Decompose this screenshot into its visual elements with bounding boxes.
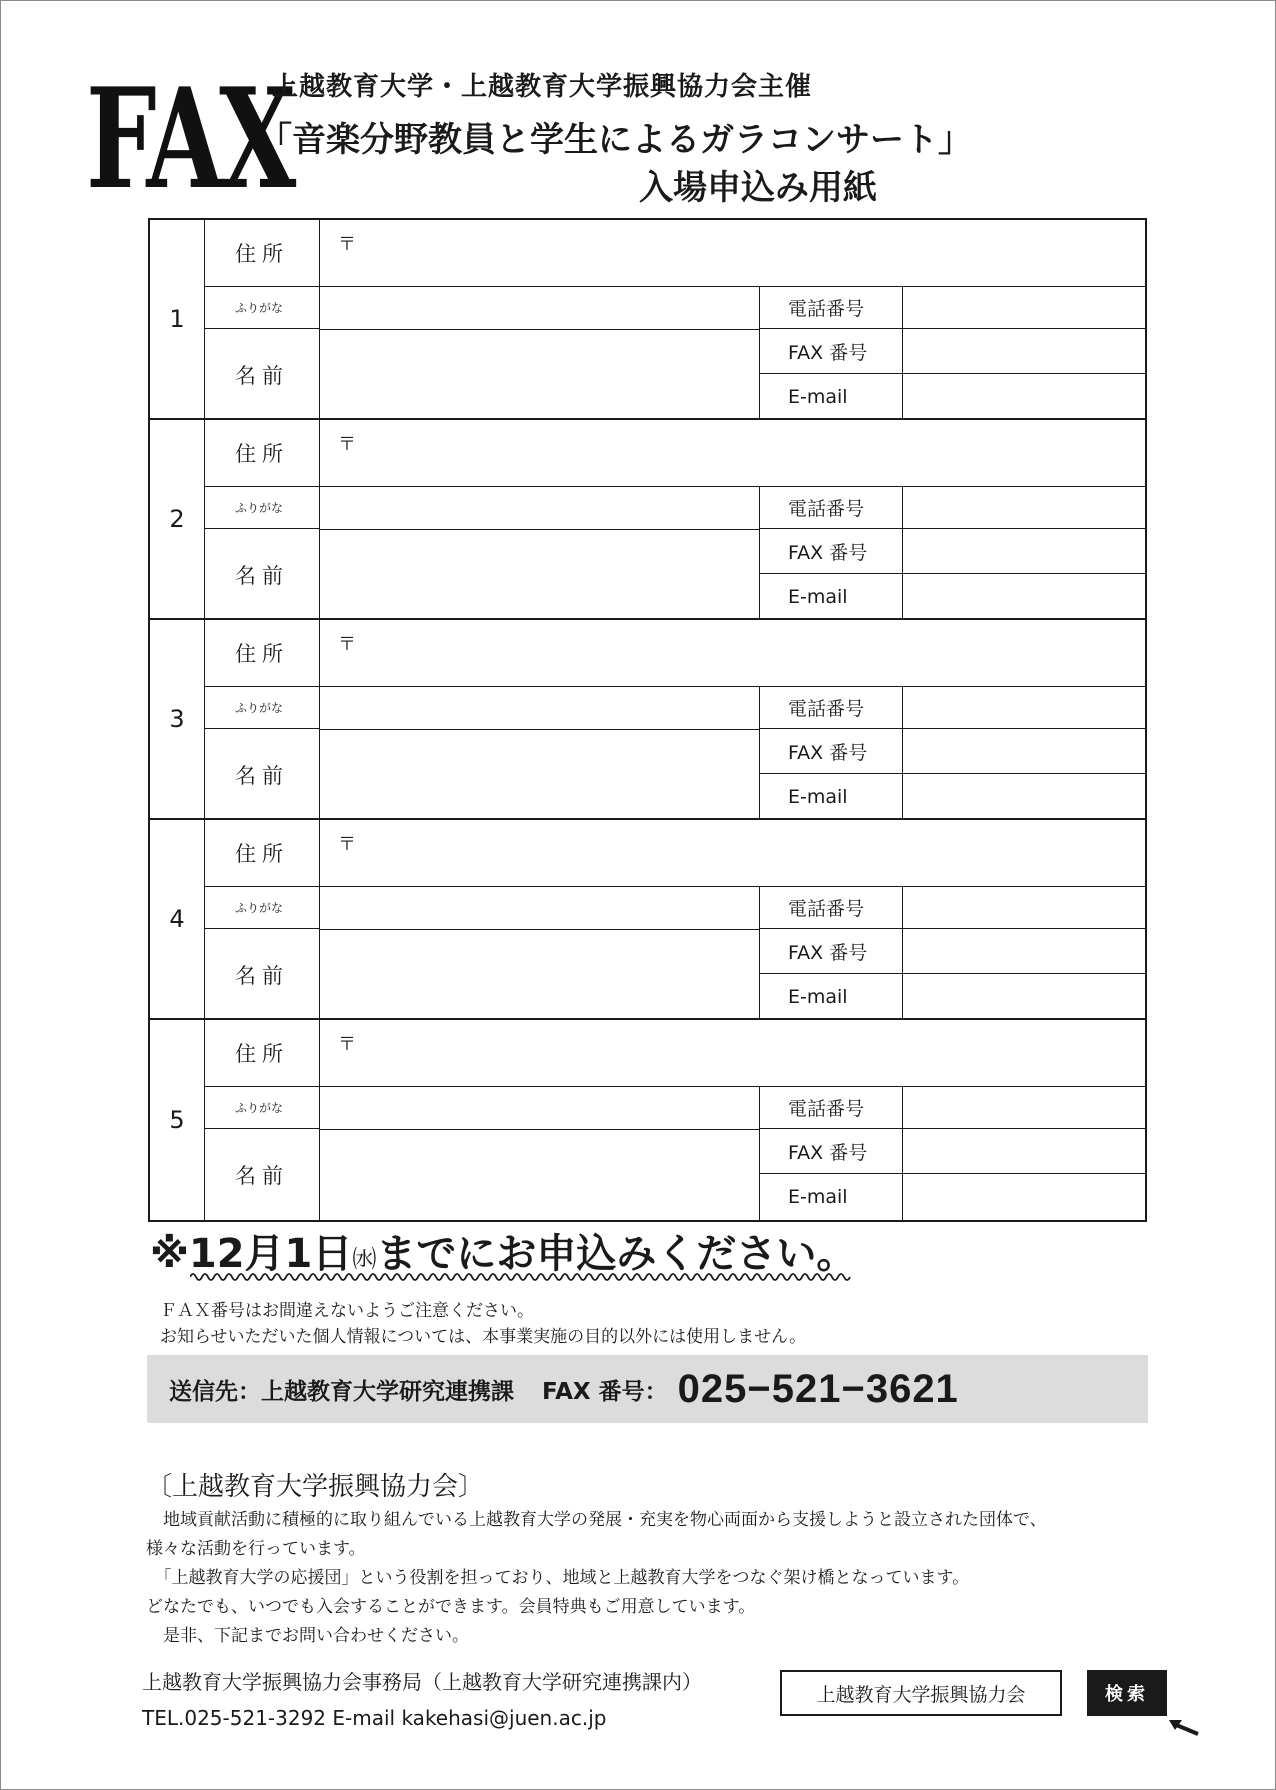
address-field[interactable] <box>320 620 1145 687</box>
postal-mark: 〒 <box>338 234 356 255</box>
email-field[interactable] <box>903 1174 1145 1220</box>
email-label: E-mail <box>760 374 903 420</box>
association-paragraph: どなたでも、いつでも入会することができます。会員特典もご用意しています。 <box>146 1597 756 1617</box>
furigana-field[interactable] <box>320 887 759 929</box>
fax-label: FAX 番号 <box>760 329 903 373</box>
send-fax-number: 025−521−3621 <box>677 1366 959 1411</box>
deadline-text: までにお申込みください。 <box>376 1231 857 1277</box>
furigana-label: ふりがな <box>205 687 320 729</box>
phone-row <box>760 687 1145 729</box>
office-info <box>142 1664 702 1736</box>
email-label: E-mail <box>760 574 903 620</box>
contact-area <box>760 487 1145 620</box>
contact-area <box>760 687 1145 820</box>
name-field[interactable] <box>320 530 759 620</box>
form-entry <box>150 820 1145 1020</box>
association-paragraph: 様々な活動を行っています。 <box>146 1539 366 1559</box>
phone-label: 電話番号 <box>760 287 903 328</box>
phone-label: 電話番号 <box>760 487 903 528</box>
contact-area <box>760 887 1145 1020</box>
furigana-field[interactable] <box>320 287 759 329</box>
fax-label: FAX 番号 <box>760 929 903 973</box>
fax-field[interactable] <box>903 1129 1145 1173</box>
phone-field[interactable] <box>903 287 1145 328</box>
association-paragraph: 是非、下記までお問い合わせください。 <box>146 1626 469 1646</box>
fax-row <box>760 529 1145 574</box>
postal-mark: 〒 <box>338 1034 356 1055</box>
name-field[interactable] <box>320 1130 759 1220</box>
send-destination-bar <box>147 1355 1148 1423</box>
email-label: E-mail <box>760 974 903 1020</box>
email-row <box>760 1174 1145 1220</box>
email-field[interactable] <box>903 374 1145 420</box>
address-field[interactable] <box>320 420 1145 487</box>
address-label: 住所 <box>205 220 320 287</box>
phone-label: 電話番号 <box>760 1087 903 1128</box>
furigana-label: ふりがな <box>205 287 320 329</box>
fax-field[interactable] <box>903 729 1145 773</box>
fax-field[interactable] <box>903 329 1145 373</box>
entry-number: 4 <box>150 820 205 1018</box>
furigana-field[interactable] <box>320 487 759 529</box>
fax-row <box>760 329 1145 374</box>
postal-mark: 〒 <box>338 634 356 655</box>
phone-field[interactable] <box>903 687 1145 728</box>
association-paragraph: 「上越教育大学の応援団」という役割を担っており、地域と上越教育大学をつなぐ架け橋となっています。 <box>146 1568 970 1588</box>
name-label: 名前 <box>205 729 320 820</box>
phone-label: 電話番号 <box>760 687 903 728</box>
furigana-label: ふりがな <box>205 487 320 529</box>
address-label: 住所 <box>205 420 320 487</box>
name-field[interactable] <box>320 730 759 820</box>
deadline-weekday: ㈬ <box>352 1245 377 1273</box>
address-field[interactable] <box>320 220 1145 287</box>
contact-area <box>760 287 1145 420</box>
fax-label: FAX 番号 <box>760 529 903 573</box>
fax-field[interactable] <box>903 529 1145 573</box>
name-field-area <box>320 287 760 420</box>
name-label: 名前 <box>205 1129 320 1220</box>
email-field[interactable] <box>903 574 1145 620</box>
address-field[interactable] <box>320 820 1145 887</box>
association-paragraph: 地域貢献活動に積極的に取り組んでいる上越教育大学の発展・充実を物心両面から支援しようと設立された団体で、 <box>146 1510 1047 1530</box>
fax-row <box>760 1129 1145 1174</box>
address-label: 住所 <box>205 1020 320 1087</box>
name-label: 名前 <box>205 329 320 420</box>
page-title: 「音楽分野教員と学生によるガラコンサート」 <box>258 120 972 160</box>
form-entry <box>150 1020 1145 1220</box>
entry-number: 2 <box>150 420 205 618</box>
send-fax-label: FAX 番号： <box>542 1378 668 1405</box>
name-field-area <box>320 687 760 820</box>
notes <box>160 1298 806 1350</box>
email-row <box>760 974 1145 1020</box>
contact-area <box>760 1087 1145 1220</box>
phone-row <box>760 1087 1145 1129</box>
phone-row <box>760 887 1145 929</box>
entry-number: 5 <box>150 1020 205 1220</box>
form-entry <box>150 220 1145 420</box>
fax-row <box>760 929 1145 974</box>
search-term-box[interactable]: 上越教育大学振興協力会 <box>780 1670 1062 1716</box>
email-field[interactable] <box>903 774 1145 820</box>
postal-mark: 〒 <box>338 434 356 455</box>
fax-logo: FAX <box>86 57 292 220</box>
phone-label: 電話番号 <box>760 887 903 928</box>
form-name: 入場申込み用紙 <box>639 168 877 208</box>
name-label: 名前 <box>205 929 320 1020</box>
name-field-area <box>320 1087 760 1220</box>
phone-row <box>760 487 1145 529</box>
send-destination: 送信先：上越教育大学研究連携課 <box>169 1378 514 1405</box>
address-label: 住所 <box>205 820 320 887</box>
note-line: ＦＡＸ番号はお間違えないようご注意ください。 <box>160 1301 534 1321</box>
fax-label: FAX 番号 <box>760 729 903 773</box>
entry-number: 1 <box>150 220 205 418</box>
entry-number: 3 <box>150 620 205 818</box>
fax-row <box>760 729 1145 774</box>
association-title: 〔上越教育大学振興協力会〕 <box>146 1472 485 1502</box>
fax-label: FAX 番号 <box>760 1129 903 1173</box>
note-line: お知らせいただいた個人情報については、本事業実施の目的以外には使用しません。 <box>160 1327 807 1347</box>
name-field[interactable] <box>320 330 759 420</box>
name-field[interactable] <box>320 930 759 1020</box>
association-description <box>146 1506 1146 1651</box>
name-field-area <box>320 887 760 1020</box>
name-label: 名前 <box>205 529 320 620</box>
furigana-label: ふりがな <box>205 1087 320 1129</box>
name-field-area <box>320 487 760 620</box>
phone-field[interactable] <box>903 1087 1145 1128</box>
form-entry <box>150 420 1145 620</box>
form-entry <box>150 620 1145 820</box>
email-row <box>760 374 1145 420</box>
email-label: E-mail <box>760 774 903 820</box>
phone-field[interactable] <box>903 887 1145 928</box>
deadline-date: ※12月1日 <box>150 1231 353 1277</box>
email-row <box>760 774 1145 820</box>
furigana-field[interactable] <box>320 687 759 729</box>
application-form-table <box>148 218 1147 1222</box>
phone-field[interactable] <box>903 487 1145 528</box>
wavy-underline <box>190 1270 860 1284</box>
email-label: E-mail <box>760 1174 903 1220</box>
office-name: 上越教育大学振興協力会事務局（上越教育大学研究連携課内） <box>142 1670 702 1694</box>
address-label: 住所 <box>205 620 320 687</box>
email-row <box>760 574 1145 620</box>
phone-row <box>760 287 1145 329</box>
furigana-field[interactable] <box>320 1087 759 1129</box>
header-subtitle: 上越教育大学・上越教育大学振興協力会主催 <box>272 72 813 102</box>
fax-field[interactable] <box>903 929 1145 973</box>
postal-mark: 〒 <box>338 834 356 855</box>
cursor-arrow-icon <box>1166 1714 1206 1744</box>
furigana-label: ふりがな <box>205 887 320 929</box>
address-field[interactable] <box>320 1020 1145 1087</box>
email-field[interactable] <box>903 974 1145 1020</box>
search-button[interactable]: 検索 <box>1087 1670 1167 1716</box>
office-contact: TEL.025-521-3292 E-mail kakehasi@juen.ac.jp <box>142 1706 607 1730</box>
